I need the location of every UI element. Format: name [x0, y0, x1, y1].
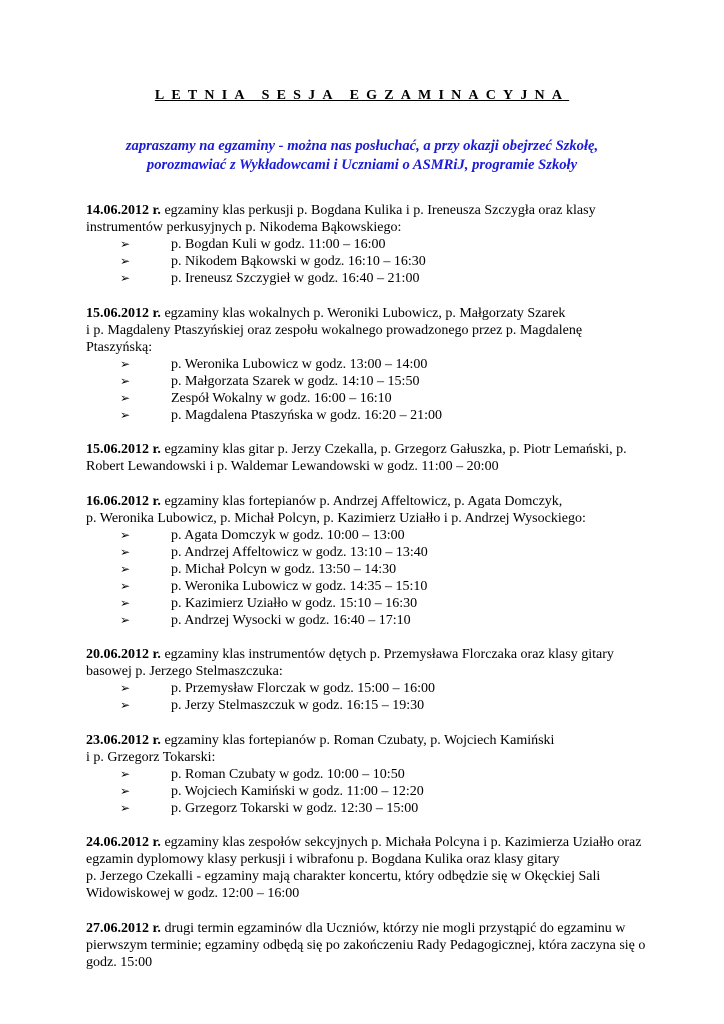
exam-date: 20.06.2012 r. [86, 647, 161, 662]
exam-slot-text: p. Magdalena Ptaszyńska w godz. 16:20 – 21:00 [171, 407, 443, 423]
exam-slot-text: p. Przemysław Florczak w godz. 15:00 – 16:00 [171, 681, 436, 696]
section-text: egzaminy klas fortepianów p. Roman Czubaty, p. Wojciech Kamiński i p. Grzegorz Tokarski: [86, 732, 555, 765]
arrow-bullet-icon: ➢ [120, 237, 131, 251]
arrow-bullet-icon: ➢ [120, 595, 131, 610]
schedule-section [86, 305, 646, 424]
exam-slot-text: p. Małgorzata Szarek w godz. 14:10 – 15:50 [171, 373, 420, 389]
arrow-bullet-icon: ➢ [120, 390, 131, 405]
exam-slot-item [86, 800, 646, 817]
section-description [86, 305, 646, 356]
arrow-bullet-icon: ➢ [120, 681, 131, 695]
section-text: egzaminy klas perkusji p. Bogdana Kulika i p. Ireneusza Szczygła oraz klasy instrumentów perkusyjnych p. Nikodema Bąkowskiego: [86, 203, 596, 235]
exam-slot-item [86, 356, 646, 373]
section-text: egzaminy klas instrumentów dętych p. Przemysława Florczaka oraz klasy gitary basowej p. Jerzego Stelmaszczuka: [86, 647, 614, 679]
exam-slot-text: p. Jerzy Stelmaszczuk w godz. 16:15 – 19:30 [171, 698, 425, 713]
exam-date: 15.06.2012 r. [86, 442, 161, 457]
arrow-bullet-icon: ➢ [120, 612, 131, 627]
section-text: egzaminy klas zespołów sekcyjnych p. Michała Polcyna i p. Kazimierza Uziałło oraz egzamin dyplomowy klasy perkusji i wibrafonu p. Bogdana Kulika oraz klasy gitary p. Jerzego Czekalli - egzaminy mają charakter koncertu, który odbędzie się w Okęckiej Sali Widowiskowej w godz. 12:00 – 16:00 [86, 835, 642, 901]
arrow-bullet-icon: ➢ [120, 271, 131, 285]
section-text: egzaminy klas gitar p. Jerzy Czekalla, p. Grzegorz Gałuszka, p. Piotr Lemański, p. Robert Lewandowski i p. Waldemar Lewandowski w godz. 11:00 – 20:00 [86, 442, 627, 474]
exam-slot-list [86, 236, 646, 287]
arrow-bullet-icon: ➢ [120, 544, 131, 559]
schedule-section [86, 732, 646, 817]
subtitle-line: porozmawiać z Wykładowcami i Uczniami o ASMRiJ, programie Szkoły [146, 157, 578, 173]
exam-slot-item [86, 783, 646, 800]
section-description [86, 920, 646, 971]
exam-date: 24.06.2012 r. [86, 835, 161, 850]
exam-slot-item [86, 680, 646, 697]
exam-slot-item [86, 253, 646, 270]
exam-date: 16.06.2012 r. [86, 493, 161, 509]
exam-slot-item [86, 407, 646, 424]
exam-slot-list [86, 680, 646, 714]
exam-slot-item [86, 697, 646, 714]
exam-slot-text: p. Agata Domczyk w godz. 10:00 – 13:00 [171, 527, 405, 543]
arrow-bullet-icon: ➢ [120, 698, 131, 712]
schedule-section [86, 441, 646, 475]
subtitle-line: zapraszamy na egzaminy - można nas posłuchać, a przy okazji obejrzeć Szkołę, [125, 138, 599, 154]
section-text: egzaminy klas wokalnych p. Weroniki Lubowicz, p. Małgorzaty Szarek i p. Magdaleny Ptaszyńskiej oraz zespołu wokalnego prowadzonego przez p. Magdalenę Ptaszyńską: [86, 305, 583, 355]
section-description [86, 646, 646, 680]
exam-slot-text: p. Kazimierz Uziałło w godz. 15:10 – 16:30 [171, 595, 418, 611]
arrow-bullet-icon: ➢ [120, 800, 131, 815]
exam-slot-text: p. Michał Polcyn w godz. 13:50 – 14:30 [171, 561, 397, 577]
section-description [86, 732, 646, 766]
exam-slot-item [86, 612, 646, 629]
arrow-bullet-icon: ➢ [120, 254, 131, 268]
arrow-bullet-icon: ➢ [120, 373, 131, 388]
exam-slot-item [86, 270, 646, 287]
section-text: egzaminy klas fortepianów p. Andrzej Affeltowicz, p. Agata Domczyk, p. Weronika Lubowicz, p. Michał Polcyn, p. Kazimierz Uziałło i p. Andrzej Wysockiego: [86, 493, 586, 526]
exam-schedule [86, 202, 646, 988]
arrow-bullet-icon: ➢ [120, 578, 131, 593]
exam-slot-item [86, 578, 646, 595]
exam-slot-item [86, 595, 646, 612]
exam-slot-text: p. Andrzej Wysocki w godz. 16:40 – 17:10 [171, 612, 411, 628]
section-text: drugi termin egzaminów dla Uczniów, którzy nie mogli przystąpić do egzaminu w pierwszym terminie; egzaminy odbędą się po zakończeniu Rady Pedagogicznej, która zaczyna się o godz. 15:00 [86, 920, 646, 970]
page-title: LETNIA SESJA EGZAMINACYJNA [154, 88, 570, 103]
exam-slot-text: p. Grzegorz Tokarski w godz. 12:30 – 15:00 [171, 800, 419, 816]
exam-date: 23.06.2012 r. [86, 732, 161, 748]
exam-slot-item [86, 236, 646, 253]
arrow-bullet-icon: ➢ [120, 783, 131, 798]
schedule-section [86, 920, 646, 971]
exam-slot-text: p. Nikodem Bąkowski w godz. 16:10 – 16:30 [171, 254, 426, 269]
schedule-section [86, 493, 646, 629]
exam-slot-text: p. Andrzej Affeltowicz w godz. 13:10 – 13:40 [171, 544, 428, 560]
arrow-bullet-icon: ➢ [120, 407, 131, 422]
schedule-section [86, 834, 646, 902]
exam-slot-item [86, 390, 646, 407]
schedule-section [86, 646, 646, 714]
arrow-bullet-icon: ➢ [120, 561, 131, 576]
arrow-bullet-icon: ➢ [120, 356, 131, 371]
exam-slot-list [86, 527, 646, 629]
invitation-subtitle [0, 137, 724, 175]
arrow-bullet-icon: ➢ [120, 766, 131, 781]
exam-slot-item [86, 373, 646, 390]
schedule-section [86, 202, 646, 287]
exam-slot-text: p. Weronika Lubowicz w godz. 13:00 – 14:00 [171, 356, 428, 372]
exam-date: 27.06.2012 r. [86, 920, 161, 936]
exam-slot-list [86, 356, 646, 424]
exam-slot-item [86, 766, 646, 783]
section-description [86, 493, 646, 527]
exam-slot-item [86, 544, 646, 561]
exam-slot-text: Zespół Wokalny w godz. 16:00 – 16:10 [171, 390, 392, 406]
exam-slot-item [86, 561, 646, 578]
exam-slot-list [86, 766, 646, 817]
exam-slot-text: p. Roman Czubaty w godz. 10:00 – 10:50 [171, 766, 405, 782]
exam-slot-text: p. Bogdan Kuli w godz. 11:00 – 16:00 [171, 237, 386, 252]
exam-slot-text: p. Ireneusz Szczygieł w godz. 16:40 – 21:00 [171, 271, 420, 286]
exam-slot-item [86, 527, 646, 544]
arrow-bullet-icon: ➢ [120, 527, 131, 542]
exam-slot-text: p. Wojciech Kamiński w godz. 11:00 – 12:20 [171, 783, 424, 799]
section-description [86, 202, 646, 236]
section-description [86, 834, 646, 902]
exam-date: 15.06.2012 r. [86, 305, 161, 321]
section-description [86, 441, 646, 475]
exam-slot-text: p. Weronika Lubowicz w godz. 14:35 – 15:10 [171, 578, 428, 594]
exam-date: 14.06.2012 r. [86, 203, 161, 218]
